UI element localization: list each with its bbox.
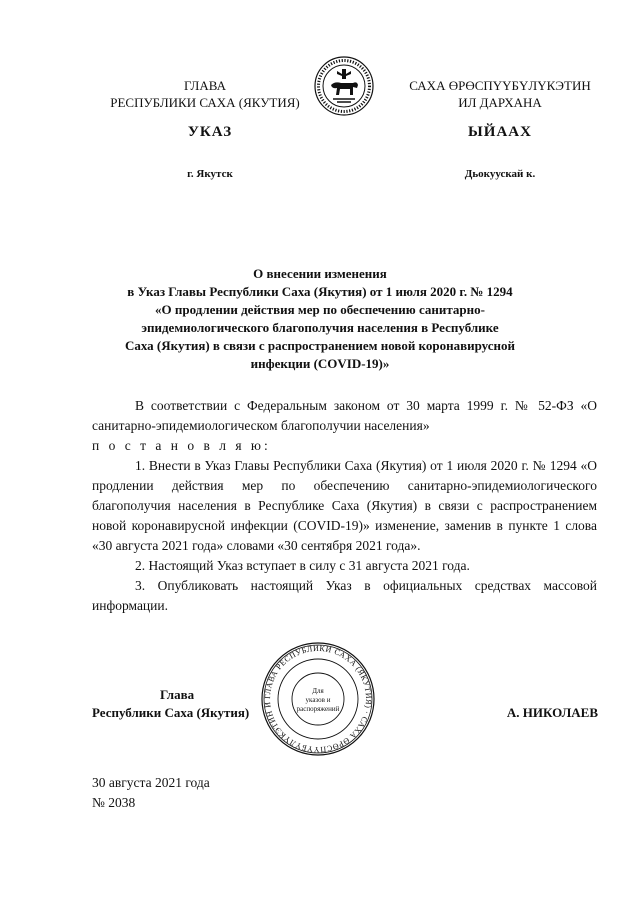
decree-footer: [92, 773, 210, 813]
stamp-center-line3: распоряжений: [296, 705, 340, 713]
issuer-sakha-line2: ИЛ ДАРХАНА: [458, 95, 542, 110]
decree-date: 30 августа 2021 года: [92, 775, 210, 790]
signatory-name: А. НИКОЛАЕВ: [506, 705, 598, 720]
subject-line: инфекции (COVID-19)»: [250, 356, 390, 371]
issuer-sakha: [380, 77, 620, 111]
subject-line: «О продлении действия мер по обеспечению санитарно-: [155, 302, 485, 317]
item-1: 1. Внести в Указ Главы Республики Саха (Якутия) от 1 июля 2020 г. № 1294 «О продлении действия мер по обеспечению санитарно-эпидемиологического благополучия населения в Республике Саха (Якутия) в связи с распространением новой коронавирусной инфекции (COVID-19)» изменение, заменив в пункте 1 слова «30 августа 2021 года» словами «30 сентября 2021 года».: [92, 458, 597, 553]
subject-line: О внесении изменения: [253, 266, 387, 281]
issuer-ru: [90, 77, 320, 111]
stamp-center-line2: указов и: [305, 696, 331, 704]
signatory-title: [92, 686, 282, 722]
coat-of-arms-emblem: [313, 55, 375, 117]
signatory-title-line2: Республики Саха (Якутия): [92, 705, 250, 720]
stamp-center-line1: Для: [312, 687, 324, 695]
doc-type-ru: УКАЗ: [187, 124, 233, 140]
intro-paragraph: В соответствии с Федеральным законом от 30 марта 1999 г. № 52-ФЗ «О санитарно-эпидемиологическом благополучии населения»: [92, 398, 597, 433]
stamp-ring-text: ГЛАВА РЕСПУБЛИКИ САХА (ЯКУТИЯ) · САХА ӨРӨСПҮҮБҮЛҮКЭТИН И: [262, 643, 374, 755]
city-sakha: Дьокуускай к.: [464, 168, 536, 180]
subject-line: Саха (Якутия) в связи с распространением новой коронавирусной: [124, 338, 516, 353]
doc-type-sakha: ЫЙААХ: [468, 124, 532, 140]
subject-line: эпидемиологического благополучия населения в Республике: [141, 320, 499, 335]
city-ru: г. Якутск: [187, 168, 233, 180]
decree-body: [92, 396, 597, 616]
item-3: 3. Опубликовать настоящий Указ в официальных средствах массовой информации.: [92, 578, 597, 613]
issuer-sakha-line1: САХА ӨРӨСПҮҮБҮЛҮКЭТИН: [409, 78, 591, 93]
signatory-title-line1: Глава: [160, 687, 195, 702]
resolve-word: п о с т а н о в л я ю:: [92, 438, 271, 453]
decree-subject: [90, 265, 550, 373]
item-2: 2. Настоящий Указ вступает в силу с 31 августа 2021 года.: [135, 558, 470, 573]
subject-line: в Указ Главы Республики Саха (Якутия) от 1 июля 2020 г. № 1294: [127, 284, 513, 299]
issuer-ru-line2: РЕСПУБЛИКИ САХА (ЯКУТИЯ): [110, 95, 300, 110]
issuer-ru-line1: ГЛАВА: [184, 78, 226, 93]
decree-number: № 2038: [92, 795, 136, 810]
